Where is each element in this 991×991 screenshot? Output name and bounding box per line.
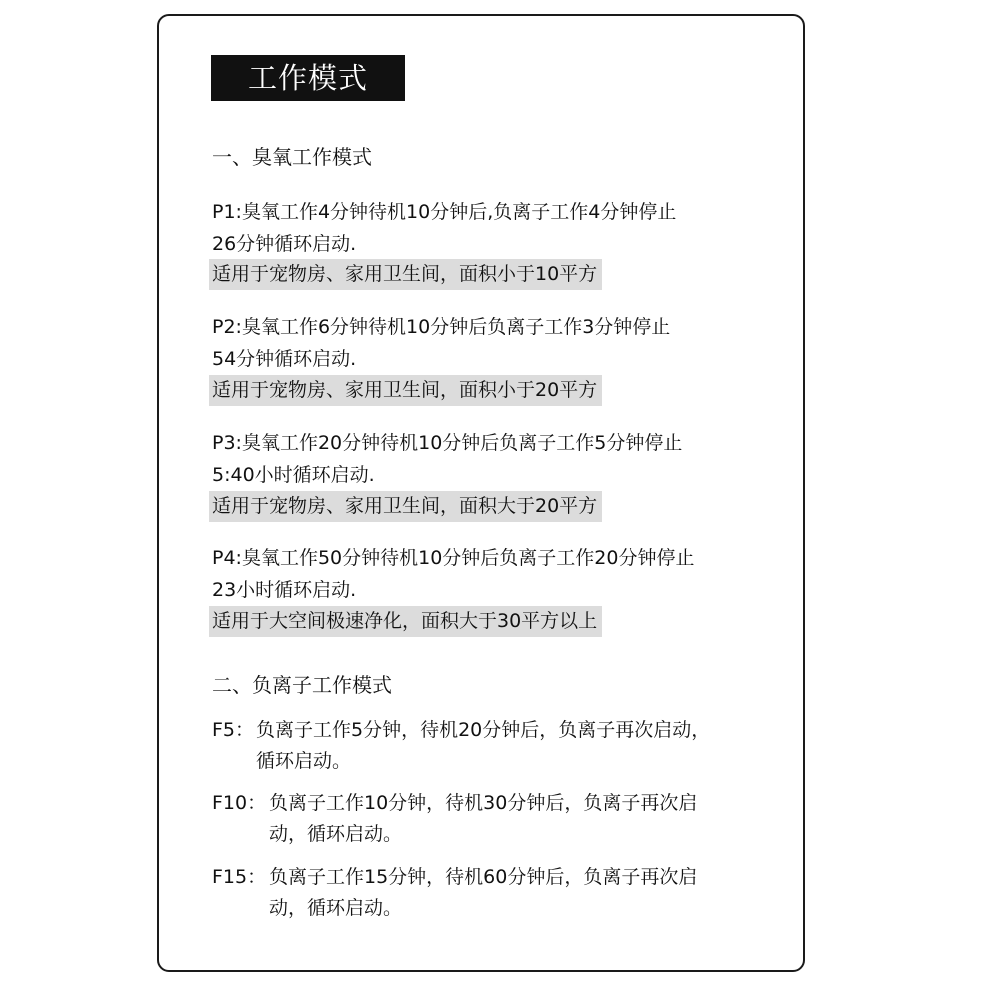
mode-description-line: P1:臭氧工作4分钟待机10分钟后,负离子工作4分钟停止 — [212, 201, 677, 223]
mode-description-line: 5:40小时循环启动. — [212, 464, 375, 486]
mode-usage-note: 适用于大空间极速净化，面积大于30平方以上 — [209, 606, 602, 637]
mode-description-line: 动，循环启动。 — [269, 897, 403, 919]
mode-description-line: 26分钟循环启动. — [212, 233, 357, 255]
mode-usage-note: 适用于宠物房、家用卫生间，面积大于20平方 — [209, 491, 602, 522]
section-heading-ozone: 一、臭氧工作模式 — [212, 145, 372, 169]
mode-description-line: P2:臭氧工作6分钟待机10分钟后负离子工作3分钟停止 — [212, 316, 671, 338]
mode-description-line: 23小时循环启动. — [212, 579, 357, 601]
mode-description-line: 循环启动。 — [256, 750, 352, 772]
mode-description-line: P4:臭氧工作50分钟待机10分钟后负离子工作20分钟停止 — [212, 547, 695, 569]
mode-description-line: 动，循环启动。 — [269, 823, 403, 845]
mode-label: F15： — [212, 866, 267, 888]
mode-usage-note: 适用于宠物房、家用卫生间，面积小于10平方 — [209, 259, 602, 290]
mode-label: F10： — [212, 792, 267, 814]
page-title: 工作模式 — [211, 55, 405, 101]
mode-label: F5： — [212, 719, 255, 741]
mode-description-line: 54分钟循环启动. — [212, 348, 357, 370]
mode-description-line: P3:臭氧工作20分钟待机10分钟后负离子工作5分钟停止 — [212, 432, 683, 454]
section-heading-anion: 二、负离子工作模式 — [212, 673, 392, 697]
mode-usage-note: 适用于宠物房、家用卫生间，面积小于20平方 — [209, 375, 602, 406]
mode-description-line: 负离子工作10分钟，待机30分钟后，负离子再次启 — [269, 792, 698, 814]
mode-description-line: 负离子工作5分钟，待机20分钟后，负离子再次启动， — [256, 719, 711, 741]
mode-description-line: 负离子工作15分钟，待机60分钟后，负离子再次启 — [269, 866, 698, 888]
